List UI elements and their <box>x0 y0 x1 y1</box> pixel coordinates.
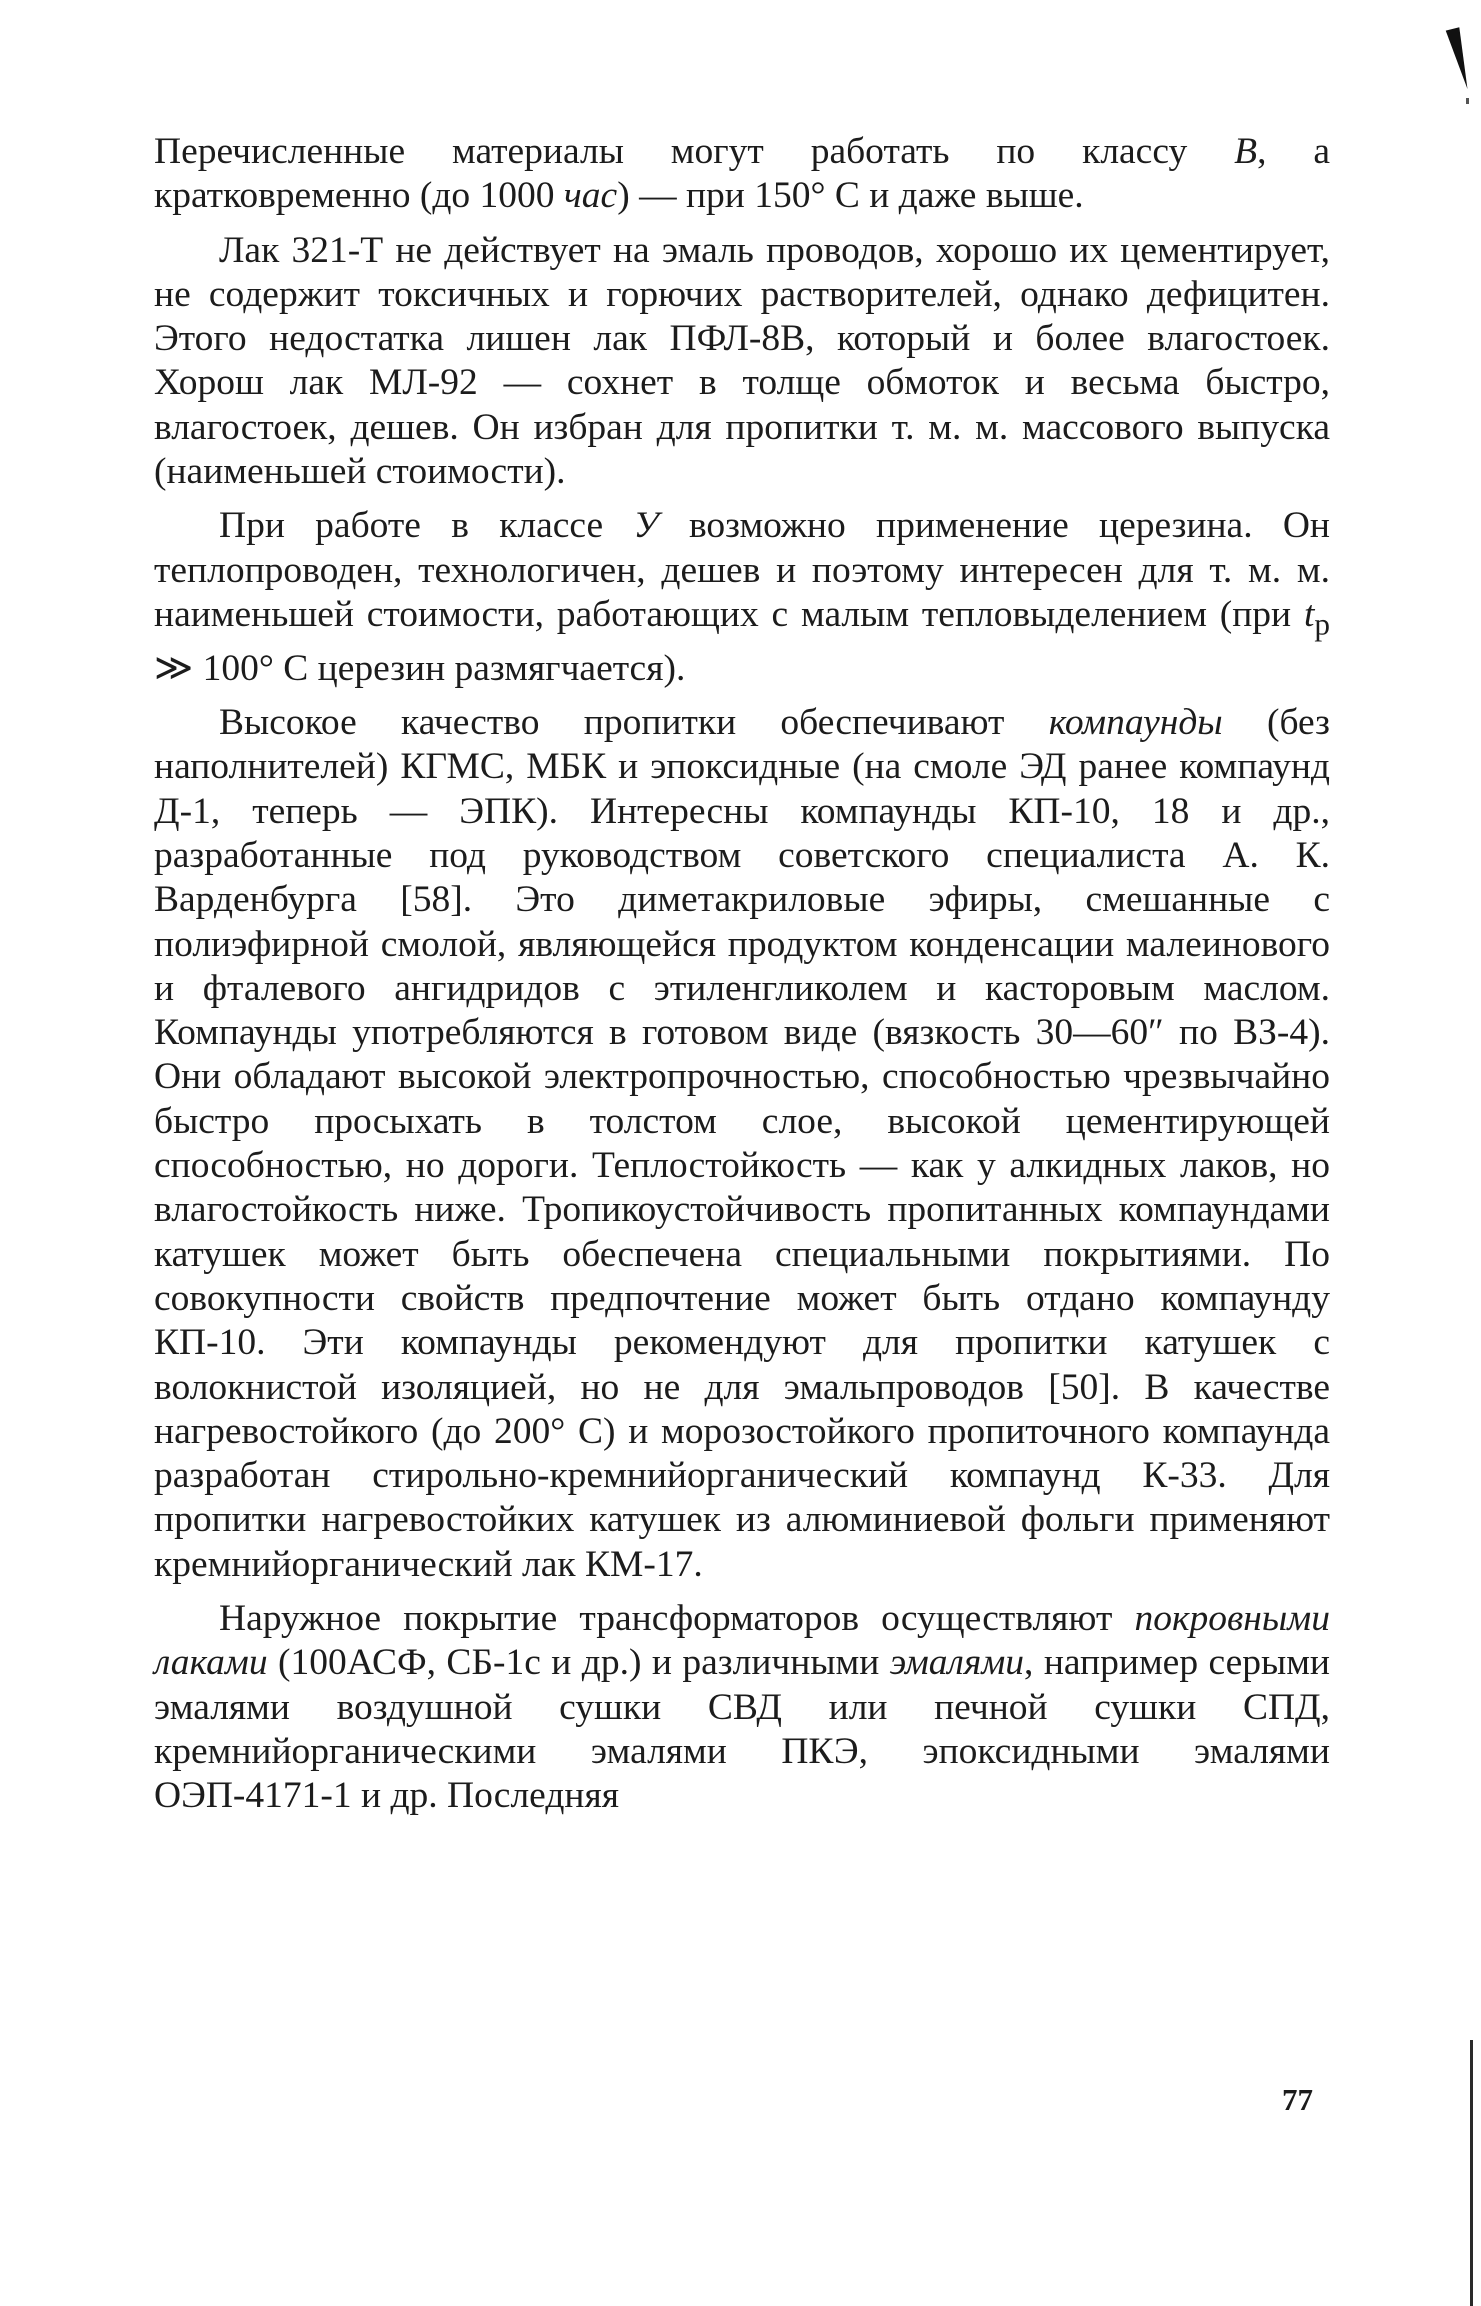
text-run: При работе в классе <box>219 505 634 547</box>
italic-term: B <box>1234 131 1258 172</box>
scan-edge-line <box>1470 2040 1473 2306</box>
text-run: , например серыми эмалями воздушной сушки СВД или печной сушки СПД, кремнийорганическими эмалями ПКЭ, эпоксидными эмалями ОЭП-4171-1 и др. Последняя <box>154 1642 1330 1817</box>
italic-term: эмалями <box>889 1642 1025 1684</box>
text-run: Перечисленные материалы могут работать по классу <box>154 131 1235 172</box>
text-run: Наружное покрытие трансформаторов осуществляют <box>219 1598 1135 1639</box>
italic-term: покровными лаками <box>154 1598 1330 1684</box>
text-run: (100АСФ, СБ-1с и др.) и различными <box>267 1642 890 1684</box>
body-text <box>154 130 1330 1828</box>
scan-edge-dot <box>1466 98 1469 104</box>
text-run: ≫ 100° С церезин размягчается). <box>154 647 686 689</box>
paragraph <box>154 1597 1330 1818</box>
text-run: возможно применение церезина. Он теплопроводен, технологичен, дешев и поэтому интересен для т. м. м. наименьшей стоимости, работающих с малым тепловыделением (при <box>154 505 1330 635</box>
paragraph <box>154 130 1330 219</box>
italic-term: час <box>563 175 618 217</box>
italic-term: У <box>633 505 659 547</box>
italic-term: компаунды <box>1048 702 1223 744</box>
subscript: р <box>1314 606 1330 642</box>
text-run: (без наполнителей) КГМС, МБК и эпоксидные (на смоле ЭД ранее компаунд Д-1, теперь — ЭПК). Интересны компаунды КП-10, 18 и др., разработанные под руководством советского специалиста А. К. Варденбурга [58]. Это диметакриловые эфиры, смешанные с полиэфирной смолой, являющейся продуктом конденсации малеинового и фталевого ангидридов с этиленгликолем и касторовым маслом. Компаунды употребляются в готовом виде (вязкость 30—60″ по ВЗ-4). Они обладают высокой электропрочностью, способностью чрезвычайно быстро просыхать в толстом слое, высокой цементирующей способностью, но дороги. Теплостойкость — как у алкидных лаков, но влагостойкость ниже. Тропикоустойчивость пропитанных компаундами катушек может быть обеспечена специальными покрытиями. По совокупности свойств предпочтение может быть отдано компаунду КП-10. Эти компаунды рекомендуют для пропитки катушек с волокнистой изоляцией, но не для эмальпроводов [50]. В качестве нагревостойкого (до 200° С) и морозостойкого пропиточного компаунда разработан стирольно-кремнийорганический компаунд К-33. Для пропитки нагревостойких катушек из алюминиевой фольги применяют кремнийорганический лак КМ-17. <box>154 702 1330 1585</box>
page-number: 77 <box>1282 2082 1313 2117</box>
paragraph <box>154 229 1330 495</box>
text-run: , а кратковременно (до 1000 <box>154 131 1330 217</box>
scan-edge-mark <box>1446 27 1475 91</box>
text-run: Высокое качество пропитки обеспечивают <box>219 702 1049 744</box>
italic-term: t <box>1303 593 1315 635</box>
paragraph <box>154 701 1330 1587</box>
text-run: ) — при 150° С и даже выше. <box>617 175 1084 217</box>
paragraph <box>154 504 1330 691</box>
text-run: Лак 321-Т не действует на эмаль проводов, хорошо их цементирует, не содержит токсичных и горючих растворителей, однако дефицитен. Этого недостатка лишен лак ПФЛ-8В, который и более влагостоек. Хорош лак МЛ-92 — сохнет в толще обмоток и весьма быстро, влагостоек, дешев. Он избран для пропитки т. м. м. массового выпуска (наименьшей стоимости). <box>154 229 1330 493</box>
